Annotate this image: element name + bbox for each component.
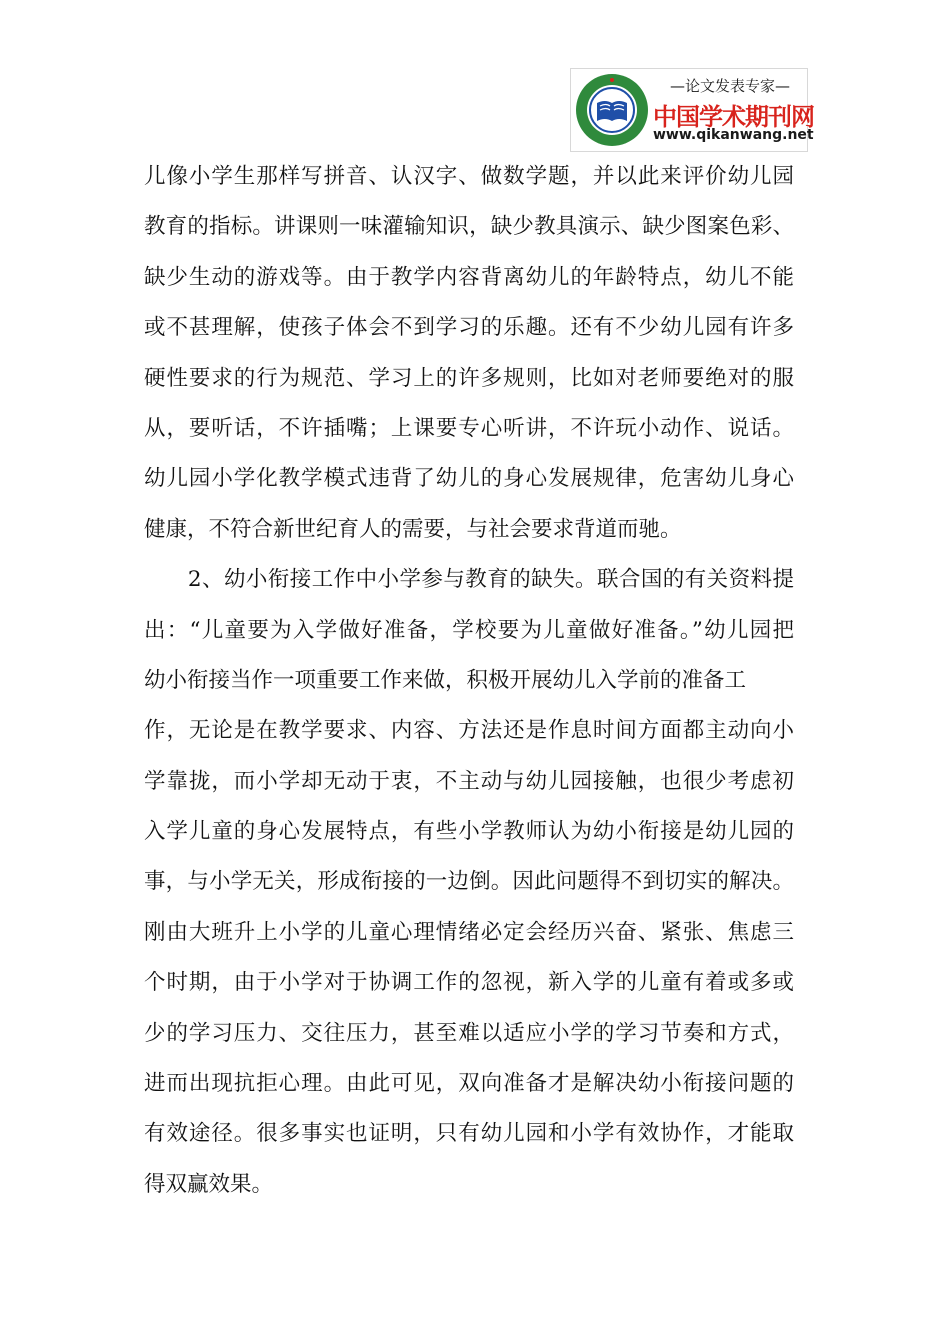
- text-line: 出：“儿童要为入学做好准备，学校要为儿童做好准备。”幼儿园把: [144, 617, 794, 643]
- text-line: 教育的指标。讲课则一味灌输知识，缺少教具演示、缺少图案色彩、: [144, 214, 794, 240]
- document-body: [144, 152, 794, 1210]
- text-line: 得双赢效果。: [144, 1171, 274, 1197]
- logo-url: www.qikanwang.net: [653, 127, 814, 143]
- text-line: 少的学习压力、交往压力，甚至难以适应小学的学习节奏和方式，: [144, 1020, 794, 1046]
- text-line: 幼儿园小学化教学模式违背了幼儿的身心发展规律，危害幼儿身心: [144, 466, 794, 492]
- logo-brand-name: 中国学术期刊网: [653, 103, 814, 131]
- text-line: 缺少生动的游戏等。由于教学内容背离幼儿的年龄特点，幼儿不能: [144, 264, 794, 290]
- text-line: 刚由大班升上小学的儿童心理情绪必定会经历兴奋、紧张、焦虑三: [144, 919, 794, 945]
- text-line: 进而出现抗拒心理。由此可见，双向准备才是解决幼小衔接问题的: [144, 1071, 794, 1097]
- text-line: 入学儿童的身心发展特点，有些小学教师认为幼小衔接是幼儿园的: [144, 819, 794, 845]
- text-line: 或不甚理解，使孩子体会不到学习的乐趣。还有不少幼儿园有许多: [144, 315, 794, 341]
- text-line: 健康，不符合新世纪育人的需要，与社会要求背道而驰。: [144, 516, 682, 542]
- text-line: 学靠拢，而小学却无动于衷，不主动与幼儿园接触，也很少考虑初: [144, 768, 794, 794]
- text-line: 硬性要求的行为规范、学习上的许多规则，比如对老师要绝对的服: [144, 365, 794, 391]
- text-line: 作，无论是在教学要求、内容、方法还是作息时间方面都主动向小: [144, 718, 794, 744]
- text-line: 幼小衔接当作一项重要工作来做，积极开展幼儿入学前的准备工: [144, 667, 747, 693]
- text-line: 儿像小学生那样写拼音、认汉字、做数学题，并以此来评价幼儿园: [144, 164, 794, 189]
- logo-tagline: —论文发表专家—: [669, 77, 790, 95]
- publisher-logo: [570, 68, 814, 152]
- text-line: 有效途径。很多事实也证明，只有幼儿园和小学有效协作，才能取: [144, 1121, 794, 1147]
- seal-book-icon: [575, 73, 649, 147]
- text-line: 2、幼小衔接工作中小学参与教育的缺失。联合国的有关资料提: [144, 567, 794, 593]
- text-line: 从，要听话，不许插嘴；上课要专心听讲，不许玩小动作、说话。: [144, 415, 794, 441]
- text-line: 个时期，由于小学对于协调工作的忽视，新入学的儿童有着或多或: [144, 970, 794, 996]
- text-line: 事，与小学无关，形成衔接的一边倒。因此问题得不到切实的解决。: [144, 869, 794, 895]
